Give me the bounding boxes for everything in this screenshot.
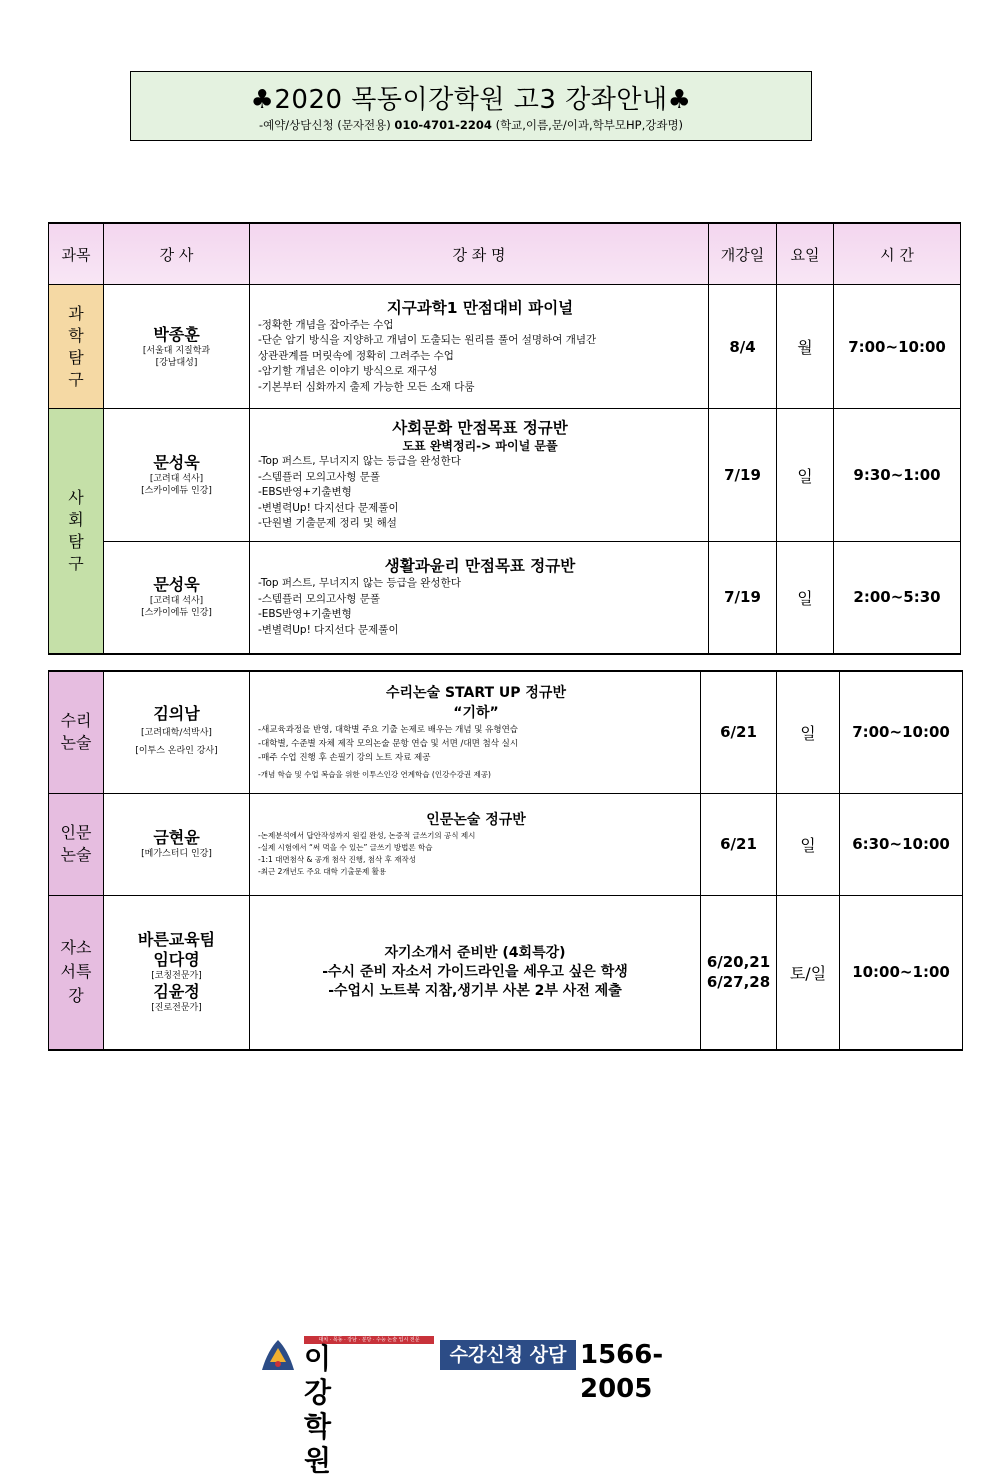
subject-label: 과학탐구 (68, 303, 84, 389)
subject-cell (49, 793, 104, 895)
course-desc: -새교육과정을 반영, 대학별 주요 기출 논제로 배우는 개념 및 유형연습 (258, 724, 518, 735)
table-row (49, 895, 963, 1050)
contact-prefix: -예약/상담신청 (문자전용) (258, 118, 395, 132)
start-date: 6/27,28 (706, 973, 771, 992)
class-time: 7:00~10:00 (834, 285, 961, 409)
table-row (49, 409, 961, 542)
teacher-cell (104, 895, 250, 1050)
teacher-team: 바른교육팀 (137, 930, 216, 950)
course-cell (250, 409, 709, 542)
start-date: 6/21 (701, 793, 777, 895)
class-time: 7:00~10:00 (840, 671, 963, 793)
teacher-cell (104, 671, 250, 793)
table-header (49, 223, 961, 285)
enroll-label: 수강신청 상담 (440, 1340, 576, 1370)
course-desc: -단원별 기출문제 정리 및 해설 (258, 517, 397, 530)
course-cell (250, 671, 701, 793)
teacher-note: [고려대 석사] (149, 596, 204, 607)
course-title: 지구과학1 만점대비 파이널 (386, 298, 574, 317)
course-desc: -실제 시험에서 “써 먹을 수 있는” 글쓰기 방법론 학습 (258, 843, 433, 852)
subject-cell (49, 285, 104, 409)
teacher-name: 문성욱 (153, 575, 200, 595)
course-desc: -기본부터 심화까지 출제 가능한 모든 소재 다룸 (258, 380, 475, 393)
course-desc: -1:1 대면첨삭 & 공개 첨삭 진행, 첨삭 후 재작성 (258, 855, 417, 864)
page-title: ♣2020 목동이강학원 고3 강좌안내♣ (250, 85, 692, 115)
subject-cell (49, 671, 104, 793)
start-date: 7/19 (709, 409, 777, 542)
course-desc: -수업시 노트북 지참,생기부 사본 2부 사전 제출 (328, 982, 622, 999)
teacher-cell (104, 793, 250, 895)
course-desc: -최근 2개년도 주요 대학 기출문제 활용 (258, 867, 387, 876)
table-row (49, 671, 963, 793)
course-desc: -변별력Up! 다지선다 문제풀이 (258, 623, 399, 636)
course-desc: -암기할 개념은 이야기 방식으로 재구성 (258, 365, 438, 378)
teacher-note: [고려대 석사] (149, 474, 204, 484)
table-row (49, 542, 961, 654)
weekday: 토/일 (777, 895, 840, 1050)
teacher-name: 박종훈 (153, 324, 200, 344)
col-course: 강 좌 명 (250, 223, 709, 285)
teacher-name: 김의남 (153, 704, 200, 724)
course-cell (250, 542, 709, 654)
teacher-note: [이투스 온라인 강사] (135, 746, 218, 757)
weekday: 일 (777, 542, 834, 654)
teacher-note: [스카이에듀 인강] (141, 486, 212, 496)
course-desc: -단순 암기 방식을 지양하고 개념이 도출되는 원리를 풀어 설명하여 개념간 (258, 334, 597, 347)
subject-cell (49, 895, 104, 1050)
start-date: 6/20,21 (706, 953, 771, 972)
course-cell (250, 895, 701, 1050)
subject-label: 수리논술 (60, 711, 92, 753)
teacher-note: [서울대 지질학과 (142, 345, 211, 356)
subject-label: 자소서특강 (60, 938, 92, 1006)
contact-phone: 010-4701-2204 (394, 118, 492, 132)
logo-band: 대치 · 목동 · 강남 · 분당 · 수능 논술 입시 전문 (304, 1336, 434, 1344)
teacher-note: [메가스터디 인강] (141, 849, 212, 859)
footer-phone: 1566-2005 (580, 1340, 664, 1404)
course-desc: -개념 학습 및 수업 복습을 위한 이투스인강 연계학습 (인강수강권 제공) (258, 769, 491, 779)
course-subtitle: 도표 완벽정리-> 파이널 문풀 (402, 439, 558, 454)
course-desc: -스템플러 모의고사형 문풀 (258, 592, 381, 605)
academy-name: 이 강 학 원 (304, 1342, 335, 1477)
table-row (49, 793, 963, 895)
start-date: 8/4 (709, 285, 777, 409)
course-desc: -변별력Up! 다지선다 문제풀이 (258, 501, 399, 514)
weekday: 일 (777, 409, 834, 542)
teacher-note: [스카이에듀 인강] (141, 608, 212, 619)
teacher-note: [강남대성] (155, 357, 198, 368)
course-title: 자기소개서 준비반 (4회특강) (384, 944, 566, 961)
course-title: 생활과윤리 만점목표 정규반 (384, 557, 576, 576)
schedule-table-2 (48, 670, 963, 1051)
teacher-cell (104, 542, 250, 654)
course-cell (250, 285, 709, 409)
course-desc: -수시 준비 자소서 가이드라인을 세우고 싶은 학생 (322, 963, 628, 980)
class-time: 9:30~1:00 (834, 409, 961, 542)
weekday: 월 (777, 285, 834, 409)
course-title: 인문논술 정규반 (426, 812, 526, 828)
class-time: 6:30~10:00 (840, 793, 963, 895)
weekday: 일 (777, 793, 840, 895)
class-time: 2:00~5:30 (834, 542, 961, 654)
course-desc: -매주 수업 진행 후 손필기 강의 노트 자료 제공 (258, 752, 431, 763)
course-desc: -정확한 개념을 잡아주는 수업 (258, 318, 394, 331)
col-day: 요일 (777, 223, 834, 285)
start-date: 6/21 (701, 671, 777, 793)
teacher-name: 임다영 (153, 950, 200, 970)
start-date: 7/19 (709, 542, 777, 654)
course-desc: -대학별, 수준별 자체 제작 모의논술 문항 연습 및 서면 /대면 첨삭 실시 (258, 738, 519, 749)
course-title: 사회문화 만점목표 정규반 (392, 419, 568, 438)
start-date-cell (701, 895, 777, 1050)
course-desc: -EBS반영+기출변형 (258, 486, 352, 499)
col-time: 시 간 (834, 223, 961, 285)
weekday: 일 (777, 671, 840, 793)
course-desc: -Top 퍼스트, 무너지지 않는 등급을 완성한다 (258, 577, 461, 590)
teacher-cell (104, 409, 250, 542)
course-title: 수리논술 START UP 정규반 (385, 684, 566, 701)
teacher-name: 금현윤 (153, 828, 200, 847)
course-desc: -EBS반영+기출변형 (258, 608, 352, 621)
class-time: 10:00~1:00 (840, 895, 963, 1050)
course-cell (250, 793, 701, 895)
col-subject: 과목 (49, 223, 104, 285)
subject-cell (49, 409, 104, 654)
course-desc: 상관관계를 머릿속에 정확히 그려주는 수업 (258, 349, 454, 362)
col-start: 개강일 (709, 223, 777, 285)
teacher-name: 김윤정 (153, 982, 200, 1002)
teacher-name: 문성욱 (153, 453, 200, 472)
teacher-note: [진로전문가] (151, 1003, 202, 1014)
academy-logo-icon (258, 1336, 298, 1376)
schedule-table-1 (48, 222, 961, 655)
course-desc: -Top 퍼스트, 무너지지 않는 등급을 완성한다 (258, 455, 461, 468)
subject-label: 인문논술 (60, 823, 92, 864)
title-box (130, 71, 812, 141)
course-subtitle: “기하” (453, 704, 499, 721)
teacher-note: [고려대학/석박사] (141, 728, 212, 739)
contact-suffix: (학교,이름,문/이과,학부모HP,강좌명) (491, 118, 684, 132)
course-desc: -스템플러 모의고사형 문풀 (258, 470, 381, 483)
teacher-note: [코칭전문가] (151, 971, 202, 982)
course-desc: -논제분석에서 답안작성까지 원킬 완성, 논증적 글쓰기의 공식 제시 (258, 831, 476, 840)
subject-label: 사회탐구 (68, 487, 84, 573)
table-row (49, 285, 961, 409)
col-teacher: 강 사 (104, 223, 250, 285)
contact-line (131, 118, 811, 132)
teacher-cell (104, 285, 250, 409)
